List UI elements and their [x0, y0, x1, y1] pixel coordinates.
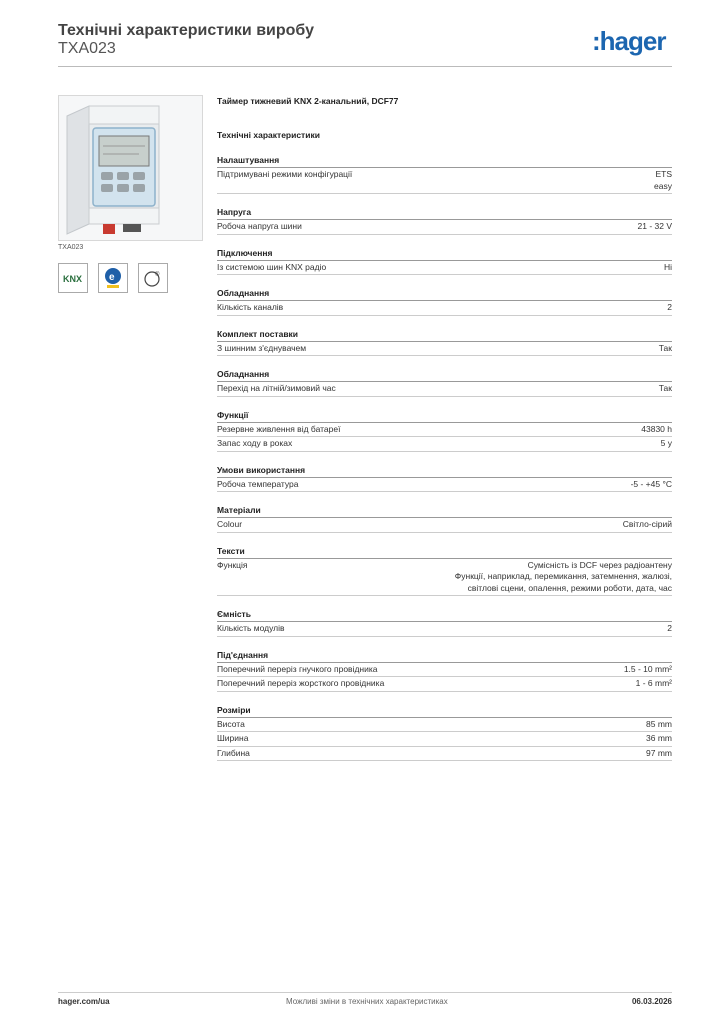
spec-value: [667, 302, 672, 314]
spec-row: [217, 732, 672, 747]
spec-label: Робоча напруга шини: [217, 221, 302, 231]
section-title: Розміри: [217, 705, 672, 718]
spec-label: Висота: [217, 718, 245, 729]
section-title: Напруга: [217, 207, 672, 220]
spec-label: З шинним з'єднувачем: [217, 342, 307, 353]
spec-section: [217, 207, 672, 235]
spec-row: [217, 301, 672, 316]
spec-label: Запас ходу в роках: [217, 438, 293, 448]
spec-row: [217, 518, 672, 533]
spec-value-line: 1 - 6 mm²: [635, 678, 672, 688]
spec-value-line: 2: [667, 302, 672, 312]
spec-section: [217, 465, 672, 493]
spec-value: [646, 748, 672, 760]
image-caption: TXA023: [58, 244, 84, 251]
spec-row: [217, 677, 672, 692]
section-title: Матеріали: [217, 505, 672, 518]
spec-section: [217, 650, 672, 692]
spec-row: [217, 423, 672, 438]
hager-logo: :hager: [592, 26, 666, 56]
spec-value: [641, 424, 672, 436]
spec-value: [667, 623, 672, 635]
spec-row: [217, 747, 672, 762]
spec-value-line: ETS: [655, 169, 672, 179]
spec-label: Ширина: [217, 733, 249, 743]
spec-value-line: Ні: [663, 261, 672, 272]
footer-divider: [58, 992, 672, 993]
footer-date: 06.03.2026: [631, 997, 672, 1006]
spec-value: [664, 262, 672, 274]
spec-value: [654, 169, 672, 192]
spec-row: [217, 342, 672, 357]
spec-row: [217, 437, 672, 452]
spec-row: [217, 168, 672, 194]
spec-value-line: Так: [658, 383, 672, 393]
spec-label: Перехід на літній/зимовий час: [217, 383, 336, 393]
section-title: Комплект поставки: [217, 329, 672, 342]
spec-section: [217, 505, 672, 533]
spec-value-line: easy: [654, 180, 672, 191]
spec-value: [631, 479, 672, 491]
spec-value: [646, 733, 672, 745]
spec-row: [217, 382, 672, 397]
spec-value-line: -5 - +45 °C: [630, 478, 672, 489]
spec-section: [217, 369, 672, 397]
section-title: Підключення: [217, 248, 672, 261]
section-title: Умови використання: [217, 465, 672, 478]
spec-value-line: Світло-сірий: [622, 519, 672, 529]
spec-label: Резервне живлення від батареї: [217, 423, 341, 434]
svg-text:®: ®: [155, 272, 160, 278]
spec-value: [455, 560, 672, 595]
svg-text:e: e: [109, 272, 115, 283]
spec-value-line: 1.5 - 10 mm²: [623, 663, 672, 674]
spec-value: [646, 719, 672, 731]
spec-value-line: 97 mm: [646, 747, 672, 758]
spec-value-line: Так: [658, 342, 672, 353]
spec-section: [217, 609, 672, 637]
spec-row: [217, 559, 672, 597]
section-title: Обладнання: [217, 288, 672, 301]
product-title: Таймер тижневий KNX 2-канальний, DCF77: [217, 96, 399, 106]
spec-section: [217, 410, 672, 452]
certification-badges: [58, 263, 168, 293]
spec-value: [638, 221, 673, 233]
spec-sections: [217, 155, 672, 761]
spec-content: [217, 96, 672, 761]
spec-row: [217, 478, 672, 493]
spec-row: [217, 663, 672, 678]
spec-label: Кількість каналів: [217, 302, 284, 312]
section-title: Тексти: [217, 546, 672, 559]
spec-value-line: 21 - 32 V: [637, 221, 672, 231]
footer-disclaimer: Можливі зміни в технічних характеристиках: [286, 997, 448, 1006]
spec-value: [659, 343, 672, 355]
spec-label: Підтримувані режими конфігурації: [217, 169, 353, 179]
spec-label: Функція: [217, 559, 248, 570]
spec-label: Colour: [217, 519, 243, 529]
spec-row: [217, 220, 672, 235]
spec-section: [217, 705, 672, 762]
spec-row: [217, 622, 672, 637]
e-label-icon: [98, 263, 128, 293]
section-title: Ємність: [217, 609, 672, 622]
spec-value-line: 85 mm: [646, 718, 672, 729]
spec-row: [217, 261, 672, 276]
spec-value-line: 36 mm: [646, 733, 672, 743]
spec-value: [636, 678, 672, 690]
spec-value: [661, 438, 672, 450]
spec-label: Поперечний переріз гнучкого провідника: [217, 663, 378, 674]
footer-website[interactable]: hager.com/ua: [58, 997, 110, 1006]
spec-value: [659, 383, 672, 395]
spec-label: Поперечний переріз жорсткого провідника: [217, 678, 385, 688]
spec-row: [217, 718, 672, 733]
spec-value-line: 2: [667, 623, 672, 633]
spec-value: [623, 519, 672, 531]
spec-value-line: 43830 h: [641, 423, 672, 434]
page-title: Технічні характеристики виробу: [58, 22, 314, 39]
spec-label: Із системою шин KNX радіо: [217, 261, 327, 272]
product-image: [58, 95, 203, 241]
spec-value-line: Функції, наприклад, перемикання, затемнення, жалюзі,: [454, 571, 672, 581]
section-title: Під'єднання: [217, 650, 672, 663]
tech-heading: Технічні характеристики: [217, 130, 320, 140]
spec-section: [217, 546, 672, 597]
spec-value: [624, 664, 672, 676]
smart-icon: [138, 263, 168, 293]
spec-value-line: 5 y: [660, 438, 672, 448]
section-title: Функції: [217, 410, 672, 423]
knx-logo-icon: [58, 263, 88, 293]
header-divider: [58, 66, 672, 67]
spec-section: [217, 288, 672, 316]
spec-value-line: світлові сцени, опалення, режими роботи, дата, час: [467, 582, 672, 593]
spec-label: Кількість модулів: [217, 623, 285, 633]
spec-section: [217, 329, 672, 357]
timer-device-icon: [59, 96, 202, 240]
spec-label: Глибина: [217, 747, 250, 758]
svg-text:KNX: KNX: [63, 274, 83, 284]
spec-section: [217, 248, 672, 276]
section-title: Обладнання: [217, 369, 672, 382]
spec-value-line: Сумісність із DCF через радіоантену: [527, 559, 672, 570]
product-code: TXA023: [58, 40, 116, 57]
spec-label: Робоча температура: [217, 478, 299, 489]
section-title: Налаштування: [217, 155, 672, 168]
spec-section: [217, 155, 672, 194]
